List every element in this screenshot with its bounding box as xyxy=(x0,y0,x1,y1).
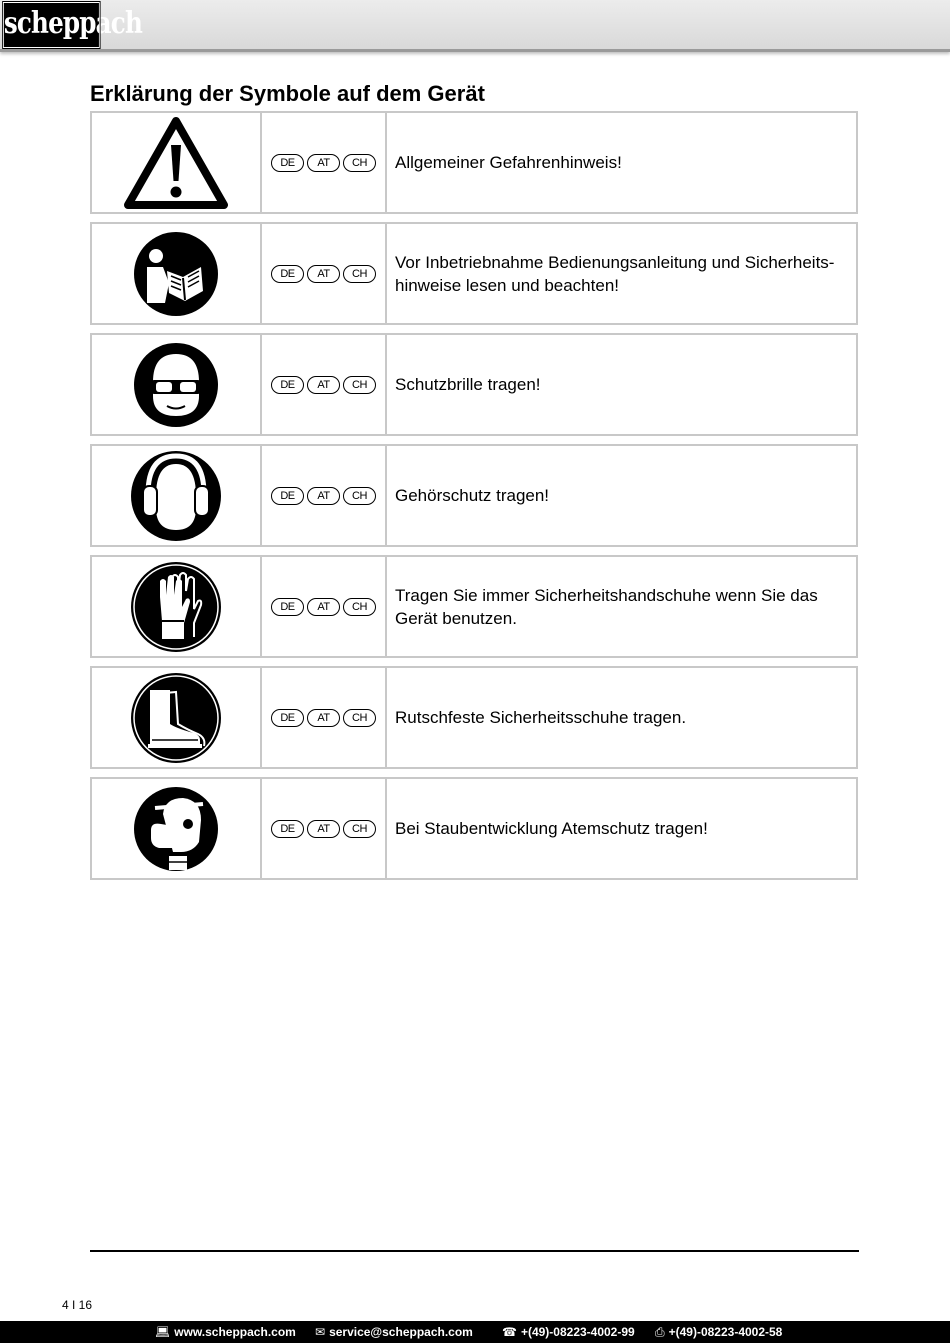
footer-website[interactable] xyxy=(155,1321,296,1343)
country-badge-de: DE xyxy=(271,376,304,394)
symbol-description: Tragen Sie immer Sicherheitshandschuhe wenn Sie das Gerät benutzen. xyxy=(395,585,818,628)
country-badge-at: AT xyxy=(307,820,340,838)
country-badge-at: AT xyxy=(307,154,340,172)
website-link[interactable]: www.scheppach.com xyxy=(174,1325,296,1339)
footer-phone xyxy=(502,1321,635,1343)
brand-name: scheppach xyxy=(3,6,143,41)
country-badge-at: AT xyxy=(307,376,340,394)
icon-cell xyxy=(92,557,262,656)
footer-fax xyxy=(655,1321,782,1343)
country-cell xyxy=(262,557,387,656)
country-badge-de: DE xyxy=(271,154,304,172)
icon-cell xyxy=(92,224,262,323)
country-badge-ch: CH xyxy=(343,598,376,616)
phone-number: +(49)-08223-4002-99 xyxy=(520,1325,635,1339)
symbol-row xyxy=(90,222,858,325)
country-badge-ch: CH xyxy=(343,376,376,394)
country-badge-de: DE xyxy=(271,598,304,616)
respirator-icon xyxy=(133,786,219,872)
country-cell xyxy=(262,668,387,767)
symbol-row xyxy=(90,777,858,880)
country-cell xyxy=(262,113,387,212)
fax-number: +(49)-08223-4002-58 xyxy=(668,1325,783,1339)
warning-triangle-icon xyxy=(124,115,228,211)
symbol-row xyxy=(90,555,858,658)
footer-email[interactable] xyxy=(315,1321,473,1343)
symbol-row xyxy=(90,666,858,769)
symbol-row xyxy=(90,333,858,436)
icon-cell xyxy=(92,335,262,434)
phone-icon: ☎︎ xyxy=(502,1325,517,1339)
mail-icon: ✉︎ xyxy=(315,1325,326,1339)
computer-icon: 💻︎ xyxy=(155,1325,171,1339)
country-badge-de: DE xyxy=(271,265,304,283)
read-manual-icon xyxy=(133,231,219,317)
icon-cell xyxy=(92,779,262,878)
symbol-row xyxy=(90,111,858,214)
country-badge-at: AT xyxy=(307,487,340,505)
symbol-description: Bei Staubentwicklung Atemschutz tragen! xyxy=(395,819,708,838)
symbol-description: Schutzbrille tragen! xyxy=(395,375,541,394)
symbol-description: Rutschfeste Sicherheitsschuhe tragen. xyxy=(395,708,687,727)
country-badge-de: DE xyxy=(271,820,304,838)
country-badge-ch: CH xyxy=(343,154,376,172)
footer-bar xyxy=(0,1321,950,1343)
symbol-description: Vor Inbetriebnahme Bedienungsanleitung und Sicherheits-hinweise lesen und beachten! xyxy=(395,252,835,295)
fax-icon: ⎙ xyxy=(655,1325,665,1339)
country-badge-ch: CH xyxy=(343,487,376,505)
footer-divider xyxy=(90,1250,859,1252)
country-badge-at: AT xyxy=(307,709,340,727)
icon-cell xyxy=(92,668,262,767)
icon-cell xyxy=(92,446,262,545)
safety-gloves-icon xyxy=(130,561,222,653)
country-cell xyxy=(262,779,387,878)
country-cell xyxy=(262,335,387,434)
brand-logo[interactable] xyxy=(3,2,143,48)
safety-boots-icon xyxy=(130,672,222,764)
country-badge-ch: CH xyxy=(343,709,376,727)
country-badge-at: AT xyxy=(307,265,340,283)
page-title: Erklärung der Symbole auf dem Gerät xyxy=(90,81,485,106)
country-badge-ch: CH xyxy=(343,820,376,838)
symbol-description: Allgemeiner Gefahrenhinweis! xyxy=(395,153,622,172)
page-number: 4 I 16 xyxy=(62,1298,93,1312)
symbol-description: Gehörschutz tragen! xyxy=(395,486,550,505)
ear-protection-icon xyxy=(130,450,222,542)
country-cell xyxy=(262,224,387,323)
icon-cell xyxy=(92,113,262,212)
header-bar xyxy=(0,0,950,52)
country-badge-at: AT xyxy=(307,598,340,616)
country-badge-de: DE xyxy=(271,709,304,727)
country-badge-ch: CH xyxy=(343,265,376,283)
symbol-row xyxy=(90,444,858,547)
email-link[interactable]: service@scheppach.com xyxy=(329,1325,473,1339)
safety-goggles-icon xyxy=(133,342,219,428)
country-cell xyxy=(262,446,387,545)
country-badge-de: DE xyxy=(271,487,304,505)
